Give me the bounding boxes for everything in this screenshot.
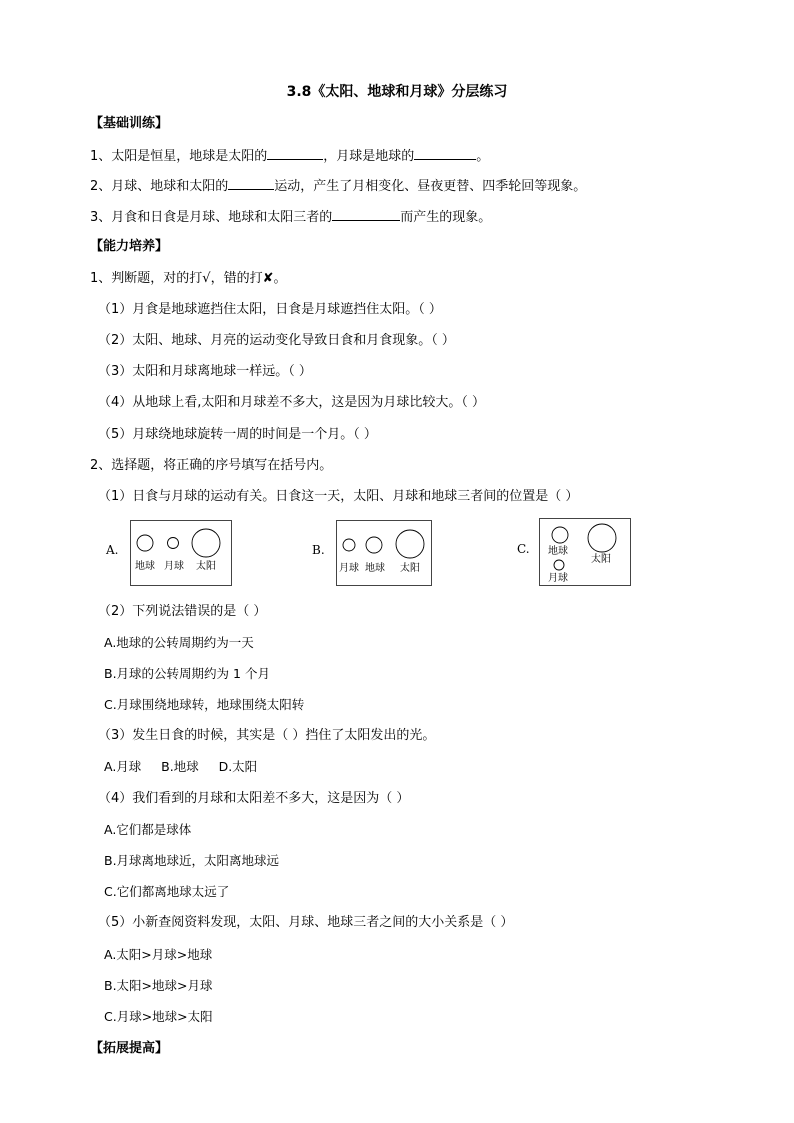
moon-circle — [554, 560, 564, 570]
answer-blank[interactable] — [267, 146, 323, 160]
judge-heading-end: 。 — [273, 271, 287, 286]
judge-heading — [90, 270, 287, 288]
diagram-label: 太阳 — [591, 554, 611, 565]
earth-circle — [366, 537, 382, 553]
earth-circle — [552, 527, 568, 543]
answer-option[interactable]: B.月球离地球近，太阳离地球远 — [104, 853, 280, 868]
diagram-label: 地球 — [365, 563, 385, 574]
option-c-letter[interactable]: C. — [517, 542, 530, 556]
answer-blank[interactable] — [228, 176, 274, 190]
q1-text-a: 1、太阳是恒星，地球是太阳的 — [90, 149, 268, 164]
moon-circle — [343, 539, 355, 551]
judge-heading-text: 1、判断题，对的打 — [90, 271, 203, 286]
basic-question-3 — [90, 207, 491, 227]
q2-text-b: 运动，产生了月相变化、昼夜更替、四季轮回等现象。 — [274, 179, 587, 194]
q3-text-b: 而产生的现象。 — [400, 210, 492, 225]
choice-question-5: （5）小新查阅资料发现，太阳、月球、地球三者之间的大小关系是（ ） — [98, 915, 514, 930]
choice-question-4: （4）我们看到的月球和太阳差不多大，这是因为（ ） — [98, 791, 410, 806]
section-ability: 【能力培养】 — [90, 239, 169, 254]
choice-question-2: （2）下列说法错误的是（ ） — [98, 604, 267, 619]
cross-mark-icon: ✘ — [262, 271, 274, 286]
diagram-option-a[interactable] — [130, 520, 232, 586]
answer-options-row[interactable]: A.月球 B.地球 D.太阳 — [104, 759, 258, 774]
section-extend: 【拓展提高】 — [90, 1041, 169, 1056]
diagram-label: 地球 — [135, 561, 155, 572]
choice-heading: 2、选择题，将正确的序号填写在括号内。 — [90, 458, 333, 473]
answer-option[interactable]: B.月球的公转周期约为 1 个月 — [104, 666, 270, 681]
basic-question-1 — [90, 146, 489, 166]
q1-text-b: ，月球是地球的 — [323, 149, 415, 164]
answer-option[interactable]: A.它们都是球体 — [104, 822, 192, 837]
judge-item[interactable]: （1）月食是地球遮挡住太阳，日食是月球遮挡住太阳。（ ） — [98, 302, 442, 317]
answer-option[interactable]: B.太阳>地球>月球 — [104, 978, 213, 993]
option-a-letter[interactable]: A. — [106, 543, 119, 557]
answer-option[interactable]: C.月球围绕地球转，地球围绕太阳转 — [104, 697, 305, 712]
check-mark-icon: √ — [202, 271, 211, 286]
judge-item[interactable]: （5）月球绕地球旋转一周的时间是一个月。（ ） — [98, 427, 377, 442]
diagram-label: 月球 — [548, 573, 568, 584]
section-basic: 【基础训练】 — [90, 116, 169, 131]
option-b-letter[interactable]: B. — [312, 543, 325, 557]
answer-option[interactable]: A.地球的公转周期约为一天 — [104, 635, 254, 650]
judge-heading-mid: ，错的打 — [210, 271, 263, 286]
diagram-label: 月球 — [339, 563, 359, 574]
diagram-label: 太阳 — [196, 561, 216, 572]
moon-circle — [168, 538, 179, 549]
q1-text-c: 。 — [476, 149, 490, 164]
sun-circle — [396, 530, 424, 558]
judge-item[interactable]: （4）从地球上看,太阳和月球差不多大，这是因为月球比较大。（ ） — [98, 395, 486, 410]
answer-blank[interactable] — [332, 207, 400, 221]
q3-text-a: 3、月食和日食是月球、地球和太阳三者的 — [90, 210, 333, 225]
answer-option[interactable]: C.月球>地球>太阳 — [104, 1009, 213, 1024]
q2-text-a: 2、月球、地球和太阳的 — [90, 179, 229, 194]
answer-option[interactable]: C.它们都离地球太远了 — [104, 884, 230, 899]
choice-question-1: （1）日食与月球的运动有关。日食这一天，太阳、月球和地球三者间的位置是（ ） — [98, 489, 579, 504]
judge-item[interactable]: （3）太阳和月球离地球一样远。（ ） — [98, 364, 312, 379]
answer-option[interactable]: A.太阳>月球>地球 — [104, 947, 213, 962]
answer-blank[interactable] — [414, 146, 476, 160]
sun-circle — [588, 524, 616, 552]
judge-item[interactable]: （2）太阳、地球、月亮的运动变化导致日食和月食现象。（ ） — [98, 333, 455, 348]
diagram-label: 太阳 — [400, 563, 420, 574]
diagram-option-c[interactable] — [539, 518, 631, 586]
choice-question-3: （3）发生日食的时候，其实是（ ）挡住了太阳发出的光。 — [98, 728, 436, 743]
page-title: 3.8《太阳、地球和月球》分层练习 — [286, 84, 508, 100]
diagram-frame — [337, 521, 432, 586]
diagram-label: 月球 — [164, 561, 184, 572]
diagram-option-b[interactable] — [336, 520, 432, 586]
earth-circle — [137, 535, 153, 551]
diagram-label: 地球 — [548, 546, 568, 557]
basic-question-2 — [90, 176, 586, 196]
sun-circle — [192, 529, 220, 557]
